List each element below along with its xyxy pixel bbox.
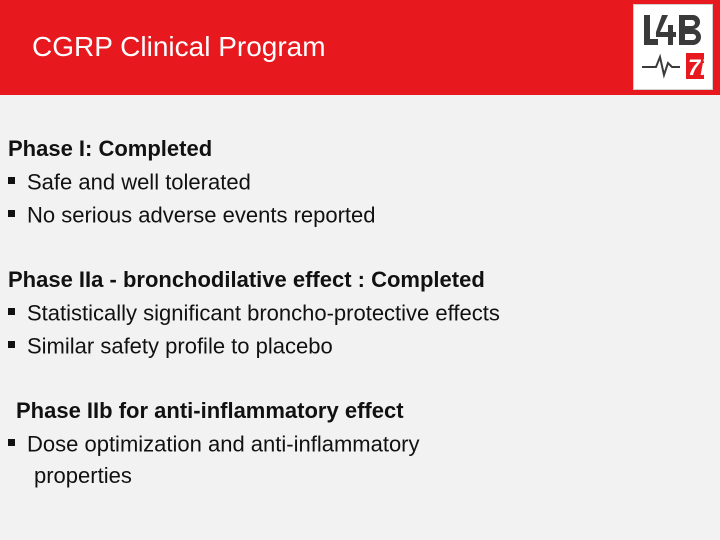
bullet-marker: [8, 177, 15, 184]
bullet-item: [8, 197, 376, 232]
bullet-item: [8, 426, 420, 461]
lab-logo: [633, 4, 713, 90]
svg-text:7i: 7i: [688, 55, 707, 80]
bullet-marker: [8, 439, 15, 446]
bullet-continuation-text: properties: [34, 463, 132, 488]
bullet-marker: [8, 308, 15, 315]
bullet-text: Statistically significant broncho-protective effects: [27, 300, 500, 326]
bullet-text: Dose optimization and anti-inflammatory: [27, 431, 420, 457]
section-title-phase-2b: Phase IIb for anti-inflammatory effect: [16, 398, 404, 423]
slide-title: CGRP Clinical Program: [32, 31, 326, 62]
bullet-item: [8, 164, 251, 199]
bullet-text: Safe and well tolerated: [27, 169, 251, 195]
section-title-phase-1: Phase I: Completed: [8, 136, 213, 161]
slide-header: [0, 0, 720, 95]
bullet-text: No serious adverse events reported: [27, 202, 376, 228]
bullet-marker: [8, 210, 15, 217]
bullet-item: [8, 328, 333, 363]
bullet-marker: [8, 341, 15, 348]
bullet-item: [8, 295, 500, 330]
lab-logo-graphic: [634, 5, 712, 89]
section-title-phase-2a: Phase IIa - bronchodilative effect : Completed: [8, 267, 485, 292]
bullet-text: Similar safety profile to placebo: [27, 333, 333, 359]
